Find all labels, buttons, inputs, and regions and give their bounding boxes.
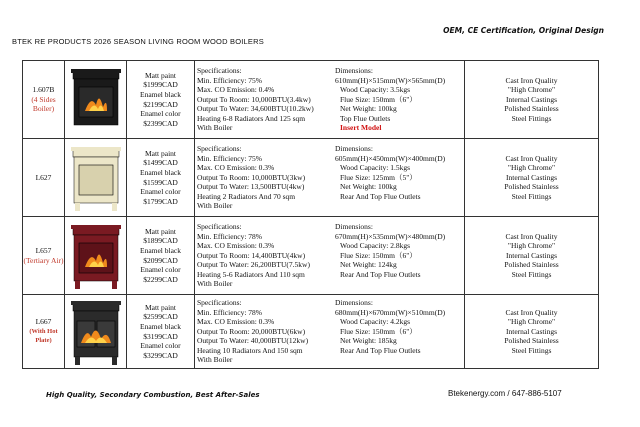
product-image-cell (65, 139, 127, 217)
quality-cell (465, 139, 599, 217)
dims-list (335, 222, 445, 289)
spec-line: With Boiler (197, 355, 233, 365)
price-line: Enamel color (140, 265, 181, 275)
quality-line: "High Chrome" (507, 163, 556, 173)
dims-line: Wood Capacity: 3.5kgs (340, 85, 411, 95)
quality-cell (465, 217, 599, 295)
model-code: L657 (35, 245, 52, 255)
quality-cell (465, 295, 599, 369)
dims-line: Rear And Top Flue Outlets (340, 345, 421, 355)
black-stove-icon (65, 65, 126, 135)
dims-line: Net Weight: 100kg (340, 104, 397, 114)
price-line: $3199CAD (143, 331, 178, 341)
quality-line: Steel Fittings (511, 113, 552, 123)
dims-line: Dimensions: (335, 297, 373, 307)
spec-line: With Boiler (197, 123, 233, 133)
quality-line: "High Chrome" (507, 241, 556, 251)
quality-line: Internal Castings (505, 172, 558, 182)
price-line: $2099CAD (143, 255, 178, 265)
spec-line: With Boiler (197, 279, 233, 289)
model-cell (23, 217, 65, 295)
price-cell (127, 139, 195, 217)
certification-note: OEM, CE Certification, Original Design (443, 26, 604, 35)
price-line: Enamel black (139, 89, 182, 99)
spec-line: Min. Efficiency: 78% (197, 307, 263, 317)
dims-list (335, 144, 445, 211)
quality-line: Cast Iron Quality (505, 231, 558, 241)
price-line: $1799CAD (143, 196, 178, 206)
dims-line: Net Weight: 100kg (340, 182, 397, 192)
quality-cell (465, 61, 599, 139)
burgundy-stove-icon (65, 221, 126, 291)
spec-line: Max. CO Emission: 0.3% (197, 241, 275, 251)
quality-line: Polished Stainless (504, 182, 559, 192)
product-row (23, 217, 599, 295)
price-line: $2599CAD (143, 312, 178, 322)
spec-line: Heating 6-8 Radiators And 125 sqm (197, 113, 306, 123)
model-note: (Tertiary Air) (23, 255, 64, 265)
spec-line: Output To Room: 14,400BTU(4kw) (197, 250, 306, 260)
dims-line: Wood Capacity: 4.2kgs (340, 317, 411, 327)
dims-line: Rear And Top Flue Outlets (340, 269, 421, 279)
product-image-cell (65, 61, 127, 139)
price-cell (127, 61, 195, 139)
spec-line: Output To Room: 10,000BTU(3.4kw) (197, 94, 311, 104)
dims-line: 670mm(H)×535mm(W)×480mm(D) (335, 231, 446, 241)
price-line: Enamel black (139, 321, 182, 331)
price-line: Enamel color (140, 109, 181, 119)
dims-line: 610mm(H)×515mm(W)×565mm(D) (335, 75, 446, 85)
spec-line: Min. Efficiency: 78% (197, 231, 263, 241)
quality-line: Polished Stainless (504, 336, 559, 346)
spec-line: Output To Room: 20,000BTU(6kw) (197, 326, 306, 336)
price-line: Matt paint (144, 302, 177, 312)
model-cell (23, 295, 65, 369)
spec-line: Heating 2 Radiators And 70 sqm (197, 191, 296, 201)
quality-line: Polished Stainless (504, 260, 559, 270)
spec-line: Min. Efficiency: 75% (197, 153, 263, 163)
price-line: Matt paint (144, 70, 177, 80)
product-image-cell (65, 217, 127, 295)
quality-line: Polished Stainless (504, 104, 559, 114)
dims-list (335, 66, 445, 133)
spec-line: Output To Room: 10,000BTU(3kw) (197, 172, 306, 182)
spec-line: Max. CO Emission: 0.3% (197, 163, 275, 173)
dark-stove-icon (65, 297, 126, 367)
quality-line: Internal Castings (505, 250, 558, 260)
dims-list (335, 298, 445, 365)
spec-list (197, 66, 335, 133)
quality-line: Cast Iron Quality (505, 75, 558, 85)
spec-line: Max. CO Emission: 0.4% (197, 85, 275, 95)
model-cell (23, 61, 65, 139)
model-cell (23, 139, 65, 217)
model-note: (4 Sides Boiler) (31, 94, 56, 114)
spec-dims-cell (195, 295, 465, 369)
spec-line: Specifications: (197, 143, 242, 153)
spec-line: With Boiler (197, 201, 233, 211)
price-cell (127, 295, 195, 369)
dims-line: 605mm(H)×450mm(W)×400mm(D) (335, 153, 446, 163)
spec-line: Specifications: (197, 221, 242, 231)
price-line: Enamel color (140, 187, 181, 197)
quality-line: "High Chrome" (507, 85, 556, 95)
model-note: (With Hot Plate) (29, 327, 58, 345)
product-row (23, 139, 599, 217)
price-line: Matt paint (144, 148, 177, 158)
quality-line: "High Chrome" (507, 317, 556, 327)
spec-dims-cell (195, 217, 465, 295)
price-line: $1999CAD (143, 80, 178, 90)
dims-line: Net Weight: 185kg (340, 336, 397, 346)
cream-stove-icon (65, 143, 126, 213)
spec-list (197, 222, 335, 289)
price-cell (127, 217, 195, 295)
price-line: $1899CAD (143, 236, 178, 246)
price-line: $2199CAD (143, 99, 178, 109)
quality-line: Cast Iron Quality (505, 307, 558, 317)
product-row (23, 295, 599, 369)
quality-line: Steel Fittings (511, 345, 552, 355)
dims-line: Net Weight: 124kg (340, 260, 397, 270)
dims-line: Wood Capacity: 1.5kgs (340, 163, 411, 173)
product-image-cell (65, 295, 127, 369)
product-row (23, 61, 599, 139)
spec-line: Output To Water: 40,000BTU(12kw) (197, 336, 309, 346)
price-line: $1599CAD (143, 177, 178, 187)
dims-line: 680mm(H)×670mm(W)×510mm(D) (335, 307, 446, 317)
model-code: L627 (35, 172, 52, 182)
spec-line: Output To Water: 26,200BTU(7.5kw) (197, 260, 310, 270)
price-line: $1499CAD (143, 158, 178, 168)
price-line: Enamel black (139, 167, 182, 177)
price-line: Enamel black (139, 245, 182, 255)
product-table (22, 60, 599, 369)
footer-slogan: High Quality, Secondary Combustion, Best After-Sales (46, 391, 260, 399)
spec-line: Heating 10 Radiators And 150 sqm (197, 345, 303, 355)
dims-line: Wood Capacity: 2.8kgs (340, 241, 411, 251)
quality-line: Steel Fittings (511, 269, 552, 279)
dims-line: Flue Size: 150mm（6"） (340, 326, 417, 336)
spec-list (197, 298, 335, 365)
dims-line: Flue Size: 150mm（6"） (340, 94, 417, 104)
spec-line: Specifications: (197, 65, 242, 75)
quality-line: Internal Castings (505, 94, 558, 104)
spec-dims-cell (195, 139, 465, 217)
dims-line: Flue Size: 125mm（5"） (340, 172, 417, 182)
spec-line: Output To Water: 34,600BTU(10.2kw) (197, 104, 314, 114)
model-code: 1.607B (32, 85, 55, 95)
model-code: L667 (35, 317, 52, 327)
price-line: $2399CAD (143, 118, 178, 128)
spec-line: Output To Water: 13,500BTU(4kw) (197, 182, 305, 192)
spec-line: Heating 5-6 Radiators And 110 sqm (197, 269, 305, 279)
spec-line: Min. Efficiency: 75% (197, 75, 263, 85)
quality-line: Internal Castings (505, 326, 558, 336)
spec-line: Specifications: (197, 297, 242, 307)
dims-line: Top Flue Outlets (340, 113, 391, 123)
dims-line: Rear And Top Flue Outlets (340, 191, 421, 201)
dims-line: Dimensions: (335, 65, 373, 75)
page-title: BTEK RE PRODUCTS 2026 SEASON LIVING ROOM WOOD BOILERS (12, 37, 264, 46)
price-line: Matt paint (144, 226, 177, 236)
price-line: Enamel color (140, 341, 181, 351)
price-line: $2299CAD (143, 274, 178, 284)
insert-model-label: Insert Model (340, 123, 382, 133)
spec-line: Max. CO Emission: 0.3% (197, 317, 275, 327)
quality-line: Steel Fittings (511, 191, 552, 201)
quality-line: Cast Iron Quality (505, 153, 558, 163)
footer-contact: Btekenergy.com / 647-886-5107 (448, 389, 562, 398)
dims-line: Flue Size: 150mm（6"） (340, 250, 417, 260)
spec-list (197, 144, 335, 211)
dims-line: Dimensions: (335, 221, 373, 231)
price-line: $3299CAD (143, 350, 178, 360)
spec-dims-cell (195, 61, 465, 139)
dims-line: Dimensions: (335, 143, 373, 153)
